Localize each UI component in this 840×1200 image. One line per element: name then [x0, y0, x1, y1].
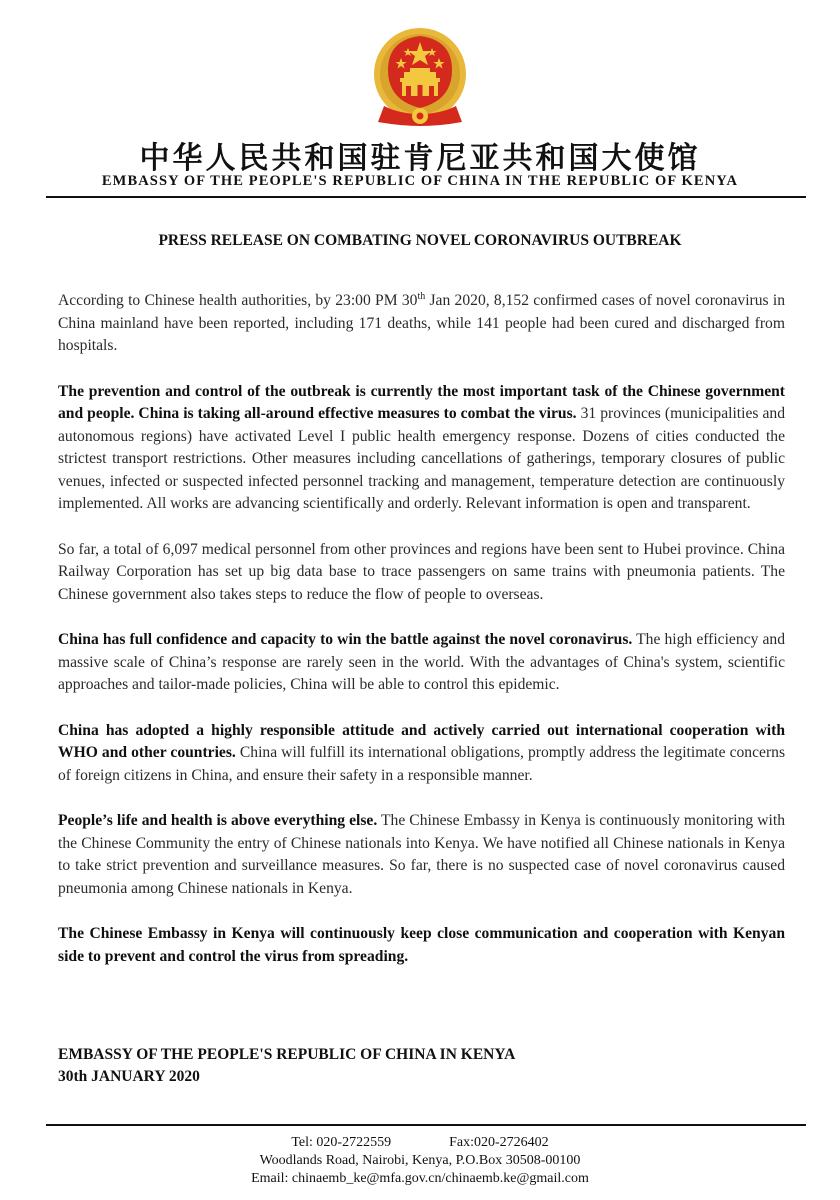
p2-bold: The prevention and control of the outbreak is currently the most important task of the Chinese government and people. China is taking all-around effective measures to combat the virus. — [58, 382, 785, 422]
p5-bold: China has adopted a highly responsible attitude and actively carried out international cooperation with WHO and other countries. — [58, 721, 785, 761]
footer-tel: Tel: 020-2722559 — [291, 1135, 392, 1150]
p4-text: The high efficiency and massive scale of China’s response are rarely seen in the world. With the advantages of China's system, scientific approaches and tailor-made policies, China will be able to control this epidemic. — [58, 631, 785, 693]
paragraph-prevention-measures — [58, 381, 785, 516]
signature-block — [58, 1044, 515, 1088]
signature-date: 30th JANUARY 2020 — [58, 1068, 200, 1085]
p1-text-b: Jan 2020, 8,152 confirmed cases of novel coronavirus in China mainland have been reported, including 171 deaths, while 141 people had been cured and discharged from hospitals. — [58, 292, 785, 354]
footer-divider — [46, 1124, 806, 1126]
footer-phone-line — [180, 1134, 660, 1152]
footer-email: Email: chinaemb_ke@mfa.gov.cn/chinaemb.ke@gmail.com — [251, 1171, 589, 1186]
signature-org: EMBASSY OF THE PEOPLE'S REPUBLIC OF CHINA IN KENYA — [58, 1046, 516, 1063]
footer-address: Woodlands Road, Nairobi, Kenya, P.O.Box 30508-00100 — [259, 1153, 581, 1168]
paragraph-case-statistics — [58, 290, 785, 358]
p6-text: The Chinese Embassy in Kenya is continuously monitoring with the Chinese Community the entry of Chinese nationals into Kenya. We have notified all Chinese nationals in Kenya to take strict prevention and surveillance measures. So far, there is no suspected case of novel coronavirus caused pneumonia among Chinese nationals in Kenya. — [58, 812, 785, 897]
paragraph-life-and-health — [58, 810, 785, 900]
header-divider — [46, 196, 806, 198]
p2-text: 31 provinces (municipalities and autonomous regions) have activated Level I public health emergency response. Dozens of cities conducted the strictest transport restrictions. Other measures including cancellations of gatherings, temporary closures of public venues, infected or suspected infected personnel tracking and management, temperature detection are continuously implemented. All works are advancing scientifically and orderly. Relevant information is open and transparent. — [58, 405, 785, 512]
p5-text: China will fulfill its international obligations, promptly address the legitimate concerns of foreign citizens in China, and ensure their safety in a responsible manner. — [58, 744, 786, 784]
p4-bold: China has full confidence and capacity to win the battle against the novel coronavirus. — [58, 631, 633, 648]
embassy-chinese-name: 中华人民共和国驻肯尼亚共和国大使馆 — [139, 141, 701, 176]
embassy-english-name: EMBASSY OF THE PEOPLE'S REPUBLIC OF CHINA IN THE REPUBLIC OF KENYA — [101, 173, 739, 189]
p7-bold: The Chinese Embassy in Kenya will continuously keep close communication and cooperation with Kenyan side to prevent and control the virus from spreading. — [58, 925, 785, 965]
paragraph-communication — [58, 923, 785, 968]
paragraph-confidence — [58, 629, 785, 697]
paragraph-medical-personnel — [58, 539, 785, 607]
footer-contact — [180, 1134, 660, 1188]
press-release-title: PRESS RELEASE ON COMBATING NOVEL CORONAVIRUS OUTBREAK — [158, 232, 682, 249]
national-emblem-icon — [370, 22, 470, 130]
p1-superscript: th — [417, 290, 426, 302]
p1-text-a: According to Chinese health authorities, by 23:00 PM 30 — [58, 292, 418, 309]
p3-text: So far, a total of 6,097 medical personnel from other provinces and regions have been sent to Hubei province. China Railway Corporation has set up big data base to trace passengers on same trains with pneumonia patients. The Chinese government also takes steps to reduce the flow of people to overseas. — [58, 540, 785, 603]
press-release-body — [58, 290, 785, 991]
paragraph-international-cooperation — [58, 720, 785, 788]
footer-fax: Fax:020-2726402 — [449, 1135, 549, 1150]
p6-bold: People’s life and health is above everything else. — [58, 812, 378, 829]
